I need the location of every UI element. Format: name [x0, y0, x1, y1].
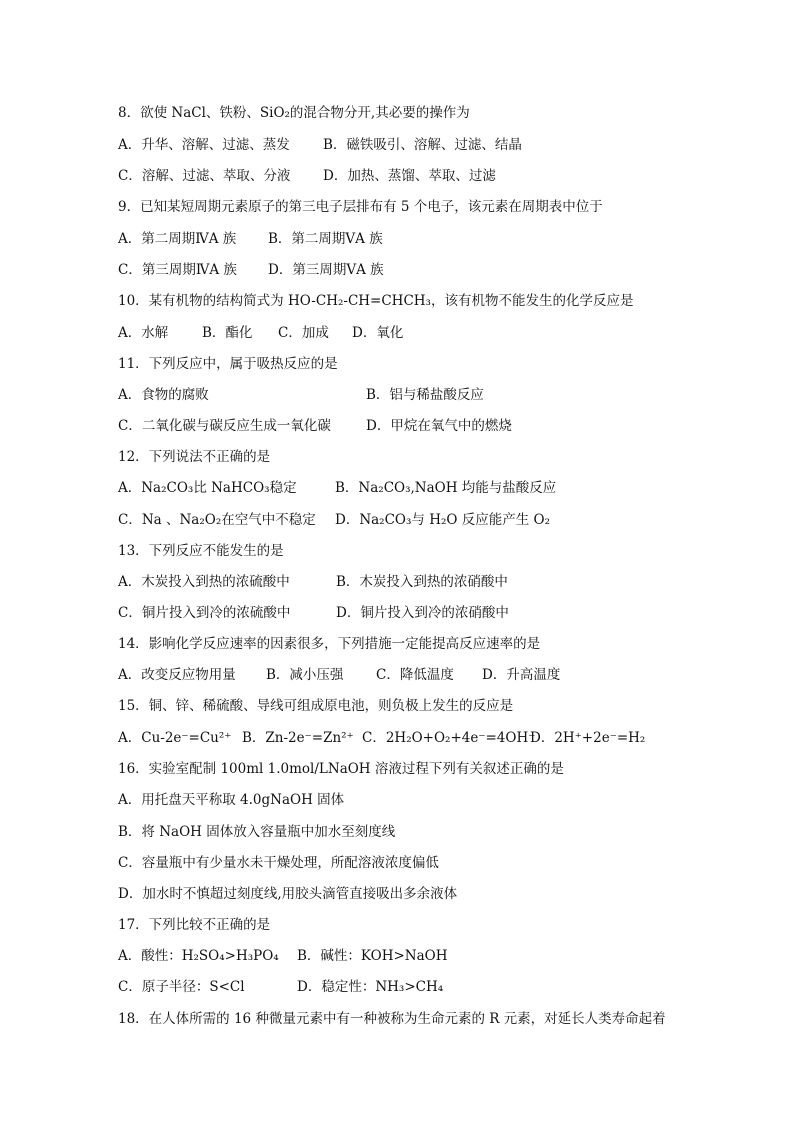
option-b: B．减小压强 — [266, 667, 344, 683]
option-b: B．碱性：KOH>NaOH — [297, 948, 448, 964]
option-c: C．第三周期ⅣA 族 — [118, 262, 237, 278]
option-c: C．加成 — [278, 325, 329, 341]
option-b: B．Na₂CO₃,NaOH 均能与盐酸反应 — [335, 480, 557, 496]
option-c: C．Na 、Na₂O₂在空气中不稳定 — [118, 512, 316, 528]
question-14-stem: 14．影响化学反应速率的因素很多，下列措施一定能提高反应速率的是 — [118, 636, 541, 652]
option-a: A．第二周期ⅣA 族 — [118, 231, 237, 247]
option-c: C．容量瓶中有少量水未干燥处理，所配溶液浓度偏低 — [118, 855, 439, 871]
option-b: B．铝与稀盐酸反应 — [366, 387, 484, 403]
option-c: C．铜片投入到冷的浓硫酸中 — [118, 605, 291, 621]
option-a: A．用托盘天平称取 4.0gNaOH 固体 — [118, 792, 345, 808]
option-d: D．稳定性：NH₃>CH₄ — [297, 979, 444, 995]
question-9-stem: 9．已知某短周期元素原子的第三电子层排布有 5 个电子，该元素在周期表中位于 — [118, 199, 603, 215]
option-c: C．溶解、过滤、萃取、分液 — [118, 168, 291, 184]
option-d: D．氧化 — [352, 325, 404, 341]
option-c: C．二氧化碳与碳反应生成一氧化碳 — [118, 418, 331, 434]
option-b: B．酯化 — [202, 325, 253, 341]
question-16-stem: 16．实验室配制 100ml 1.0mol/LNaOH 溶液过程下列有关叙述正确的是 — [118, 761, 564, 777]
option-c: C．原子半径：S<Cl — [118, 979, 245, 995]
option-c: C．2H₂O+O₂+4e⁻=4OH⁻ — [362, 730, 536, 746]
option-a: A．酸性：H₂SO₄>H₃PO₄ — [118, 948, 279, 964]
question-18-stem: 18．在人体所需的 16 种微量元素中有一种被称为生命元素的 R 元素，对延长人类寿命起着 — [118, 1011, 666, 1027]
option-a: A．改变反应物用量 — [118, 667, 236, 683]
option-d: D．2H⁺+2e⁻=H₂ — [530, 730, 646, 746]
option-c: C．降低温度 — [376, 667, 454, 683]
option-d: D．铜片投入到冷的浓硝酸中 — [336, 605, 509, 621]
option-d: D．加热、蒸馏、萃取、过滤 — [323, 168, 496, 184]
question-10-stem: 10．某有机物的结构简式为 HO-CH₂-CH=CHCH₃，该有机物不能发生的化学反应是 — [118, 293, 634, 309]
option-b: B．磁铁吸引、溶解、过滤、结晶 — [323, 137, 522, 153]
option-a: A．木炭投入到热的浓硫酸中 — [118, 574, 290, 590]
option-d: D．Na₂CO₃与 H₂O 反应能产生 O₂ — [335, 512, 551, 528]
option-d: D．加水时不慎超过刻度线,用胶头滴管直接吸出多余液体 — [118, 886, 458, 902]
question-8-stem: 8．欲使 NaCl、铁粉、SiO₂的混合物分开,其必要的操作为 — [118, 105, 470, 121]
question-11-stem: 11．下列反应中，属于吸热反应的是 — [118, 356, 338, 372]
option-a: A．水解 — [118, 325, 169, 341]
question-17-stem: 17．下列比较不正确的是 — [118, 917, 271, 933]
option-b: B．木炭投入到热的浓硝酸中 — [336, 574, 508, 590]
option-d: D．甲烷在氧气中的燃烧 — [366, 418, 512, 434]
option-a: A．Na₂CO₃比 NaHCO₃稳定 — [118, 480, 297, 496]
option-a: A．食物的腐败 — [118, 387, 209, 403]
option-d: D．升高温度 — [482, 667, 561, 683]
question-15-stem: 15．铜、锌、稀硫酸、导线可组成原电池，则负极上发生的反应是 — [118, 698, 514, 714]
option-a: A．升华、溶解、过滤、蒸发 — [118, 137, 290, 153]
option-b: B．第二周期ⅤA 族 — [268, 231, 383, 247]
question-12-stem: 12．下列说法不正确的是 — [118, 449, 271, 465]
option-d: D．第三周期ⅤA 族 — [268, 262, 384, 278]
question-13-stem: 13．下列反应不能发生的是 — [118, 543, 284, 559]
option-a: A．Cu-2e⁻=Cu²⁺ — [118, 730, 232, 746]
option-b: B．将 NaOH 固体放入容量瓶中加水至刻度线 — [118, 824, 396, 840]
option-b: B．Zn-2e⁻=Zn²⁺ — [242, 730, 354, 746]
